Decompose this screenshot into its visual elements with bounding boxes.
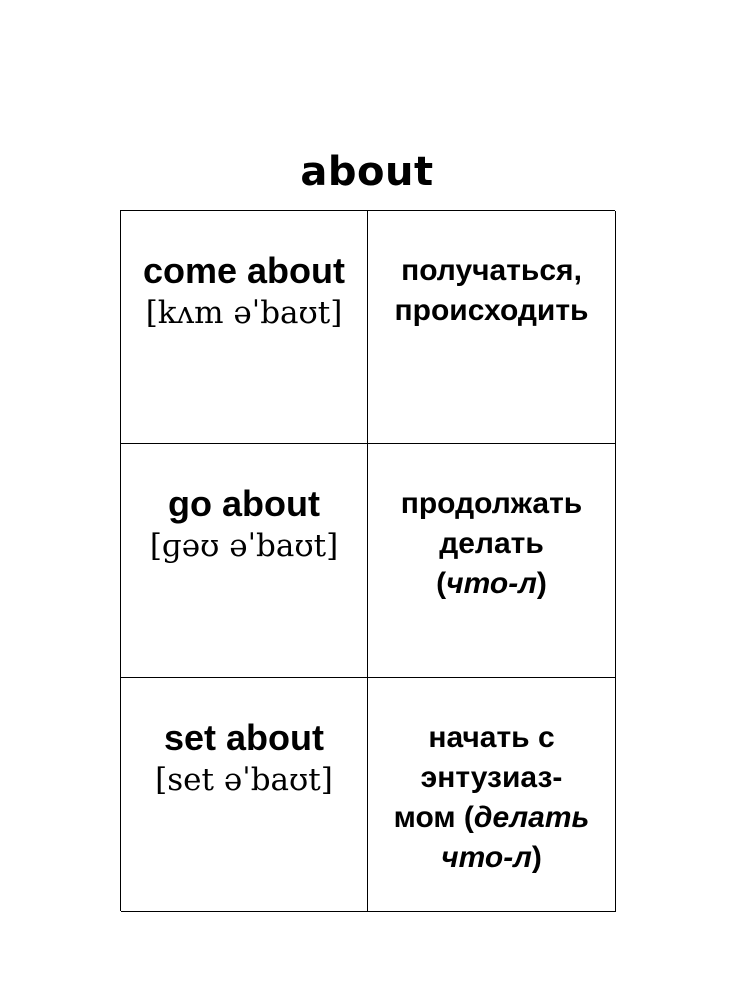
- phrase-cell: [121, 678, 368, 912]
- translation-fragment: делать: [439, 527, 544, 560]
- phrase-table: [120, 210, 615, 911]
- translation-line: [368, 838, 615, 878]
- translation-fragment: продолжать: [400, 487, 583, 520]
- translation-line: [368, 798, 615, 838]
- translation-fragment-italic: что-л: [441, 841, 532, 874]
- translation-line: [368, 251, 615, 291]
- translation-line: [368, 484, 615, 524]
- phrase-cell: [121, 211, 368, 444]
- translation-fragment: ): [536, 567, 547, 600]
- translation-line: [368, 564, 615, 604]
- transcription: [kʌm əˈbaʊt]: [145, 295, 343, 331]
- translation-cell: [368, 678, 616, 912]
- transcription: [set əˈbaʊt]: [155, 762, 333, 798]
- translation-line: [368, 291, 615, 331]
- translation-fragment: (: [436, 567, 447, 600]
- translation-fragment: происходить: [394, 294, 589, 327]
- translation-line: [368, 758, 615, 798]
- translation-line: [368, 718, 615, 758]
- translation-cell: [368, 211, 616, 444]
- translation-cell: [368, 444, 616, 678]
- translation-fragment: получаться,: [401, 254, 582, 287]
- phrasal-verb: come about: [142, 250, 346, 291]
- translation-fragment: начать с: [428, 721, 555, 754]
- transcription: [ɡəʊ əˈbaʊt]: [149, 528, 339, 564]
- page-title: about: [300, 149, 434, 195]
- translation-fragment: ): [531, 841, 542, 874]
- translation-line: [368, 524, 615, 564]
- phrase-cell: [121, 444, 368, 678]
- phrasal-verb: set about: [163, 717, 324, 758]
- translation-fragment-italic: что-л: [446, 567, 537, 600]
- phrasal-verb: go about: [168, 483, 320, 524]
- translation-fragment: энтузиаз-: [420, 761, 563, 794]
- translation-fragment: мом (: [393, 801, 474, 834]
- translation-fragment-italic: делать: [473, 801, 590, 834]
